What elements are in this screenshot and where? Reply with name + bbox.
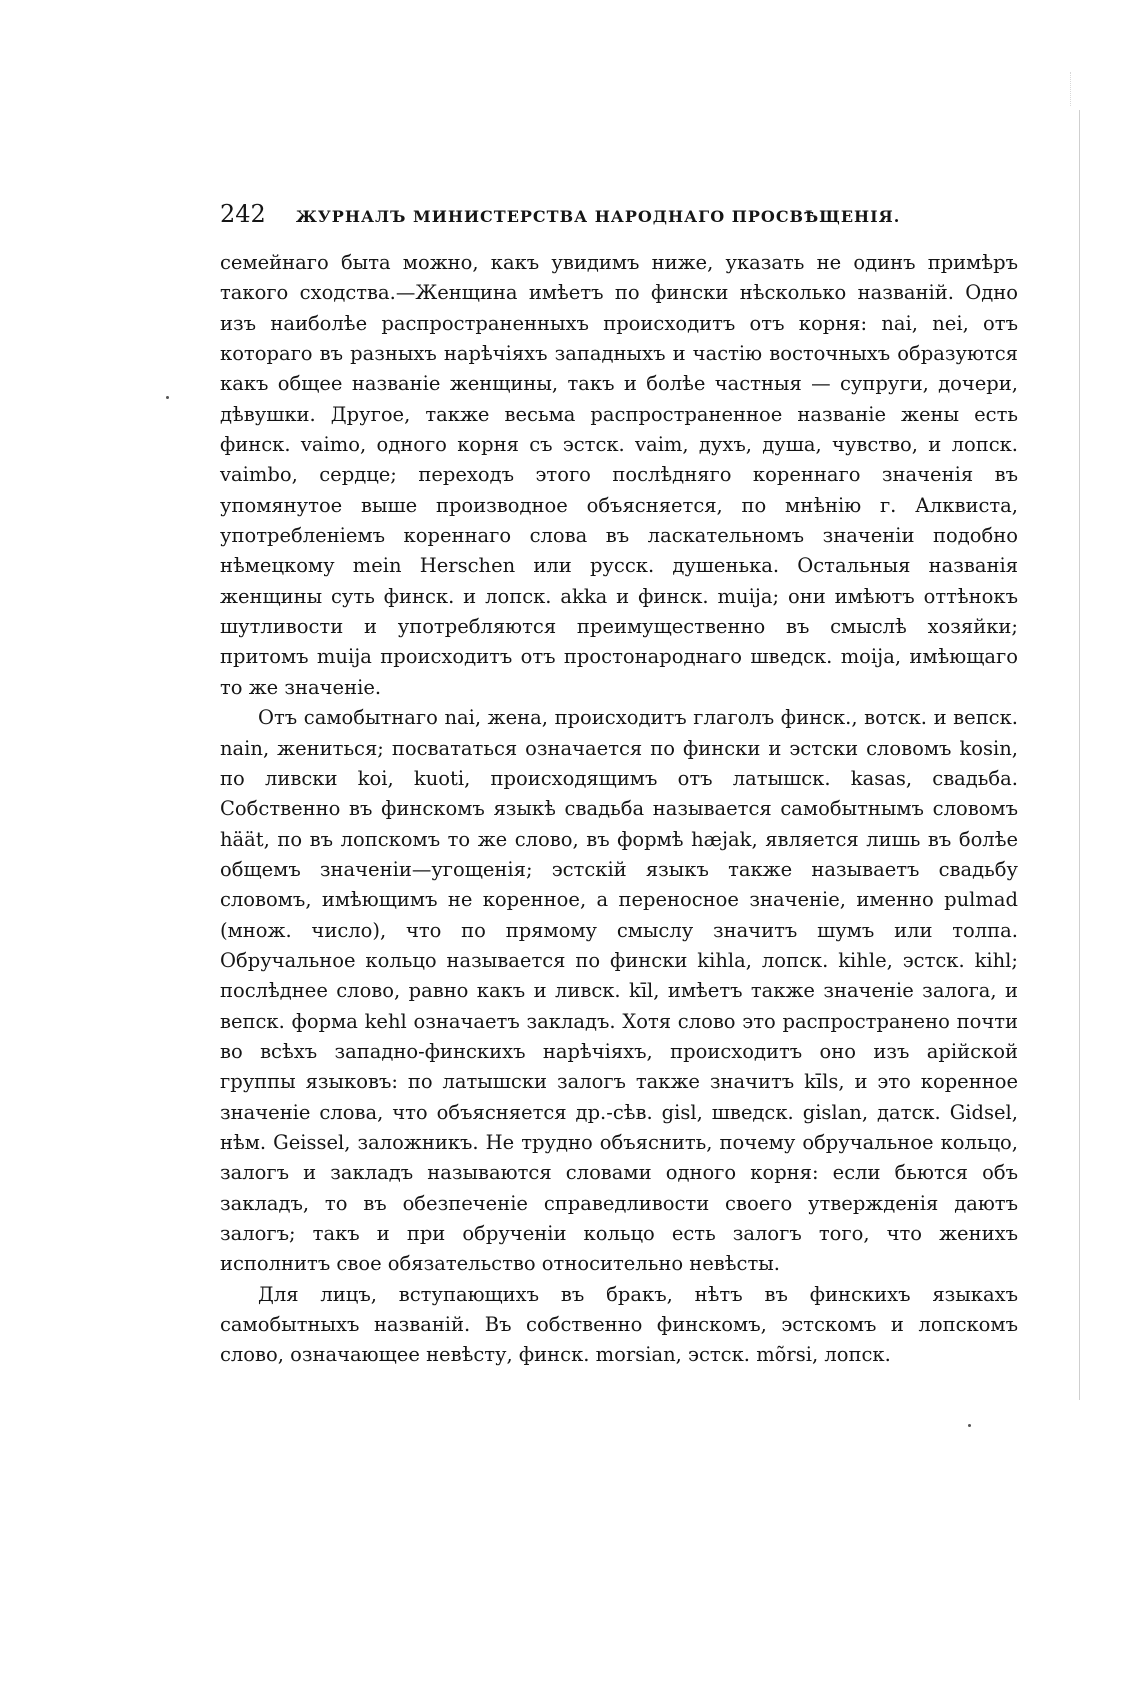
paragraph-1: семейнаго быта можно, какъ увидимъ ниже, указать не одинъ примѣръ такого сходства.—Женщина имѣетъ по фински нѣсколько названій. Одно изъ наиболѣе распространенныхъ происходитъ отъ корня: nai, nei, отъ котораго въ разныхъ нарѣчіяхъ западныхъ и частію восточныхъ образуются какъ общее названіе женщины, такъ и болѣе частныя — супруги, дочери, дѣвушки. Другое, также весьма распространенное названіе жены есть финск. vaimo, одного корня съ эстск. vaim, духъ, душа, чувство, и лопск. vaimbo, сердце; переходъ этого послѣдняго кореннаго значенія въ упомянутое выше производное объясняется, по мнѣнію г. Алквиста, употребленіемъ кореннаго слова въ ласкательномъ значеніи подобно нѣмецкому mein Herschen или русск. душенька. Остальныя названія женщины суть финск. и лопск. akka и финск. muija; они имѣютъ оттѣнокъ шутливости и употребляются преимущественно въ смыслѣ хозяйки; притомъ muija происходитъ отъ простонароднаго шведск. moija, имѣющаго то же значеніе. [220,251,1018,699]
journal-title: ЖУРНАЛЪ МИНИСТЕРСТВА НАРОДНАГО ПРОСВѢЩЕНІЯ. [295,207,901,226]
scan-edge-right [1079,110,1080,1400]
paragraph-2: Отъ самобытнаго nai, жена, происходитъ глаголъ финск., вотск. и вепск. nain, жениться; посвататься означается по фински и эстски словомъ kosin, по ливски koi, kuoti, происходящимъ отъ латышск. kasas, свадьба. Собственно въ финскомъ языкѣ свадьба называется самобытнымъ словомъ häät, по въ лопскомъ то же слово, въ формѣ hæjak, является лишь въ болѣе общемъ значеніи—угощенія; эстскій языкъ также называетъ свадьбу словомъ, имѣющимъ не коренное, а переносное значеніе, именно pulmad (множ. число), что по прямому смыслу значитъ шумъ или толпа. Обручальное кольцо называется по фински kihla, лопск. kihle, эстск. kihl; послѣднее слово, равно какъ и ливск. kīl, имѣетъ также значеніе залога, и вепск. форма kehl означаетъ закладъ. Хотя слово это распространено почти во всѣхъ западно-финскихъ нарѣчіяхъ, происходитъ оно изъ арійской группы языковъ: по латышски залогъ также значитъ kīls, и это коренное значеніе слова, что объясняется др.-сѣв. gisl, шведск. gislan, датск. Gidsel, нѣм. Geissel, заложникъ. Не трудно объяснить, почему обручальное кольцо, залогъ и закладъ называются словами одного корня: если бьются объ закладъ, то въ обезпеченіе справедливости своего утвержденія даютъ залогъ; такъ и при обрученіи кольцо есть залогъ того, что женихъ исполнитъ свое обязательство относительно невѣсты. [220,706,1018,1276]
scan-speck [166,396,169,399]
paragraph-3: Для лицъ, вступающихъ въ бракъ, нѣтъ въ финскихъ языкахъ самобытныхъ названій. Въ собственно финскомъ, эстскомъ и лопскомъ слово, означающее невѣсту, финск. morsian, эстск. mõrsi, лопск. [220,1282,1018,1367]
book-page [220,200,1018,1371]
scan-edge-top [1070,72,1075,106]
running-head [220,200,1018,228]
page-number: 242 [220,200,266,228]
scan-speck [968,1424,971,1427]
